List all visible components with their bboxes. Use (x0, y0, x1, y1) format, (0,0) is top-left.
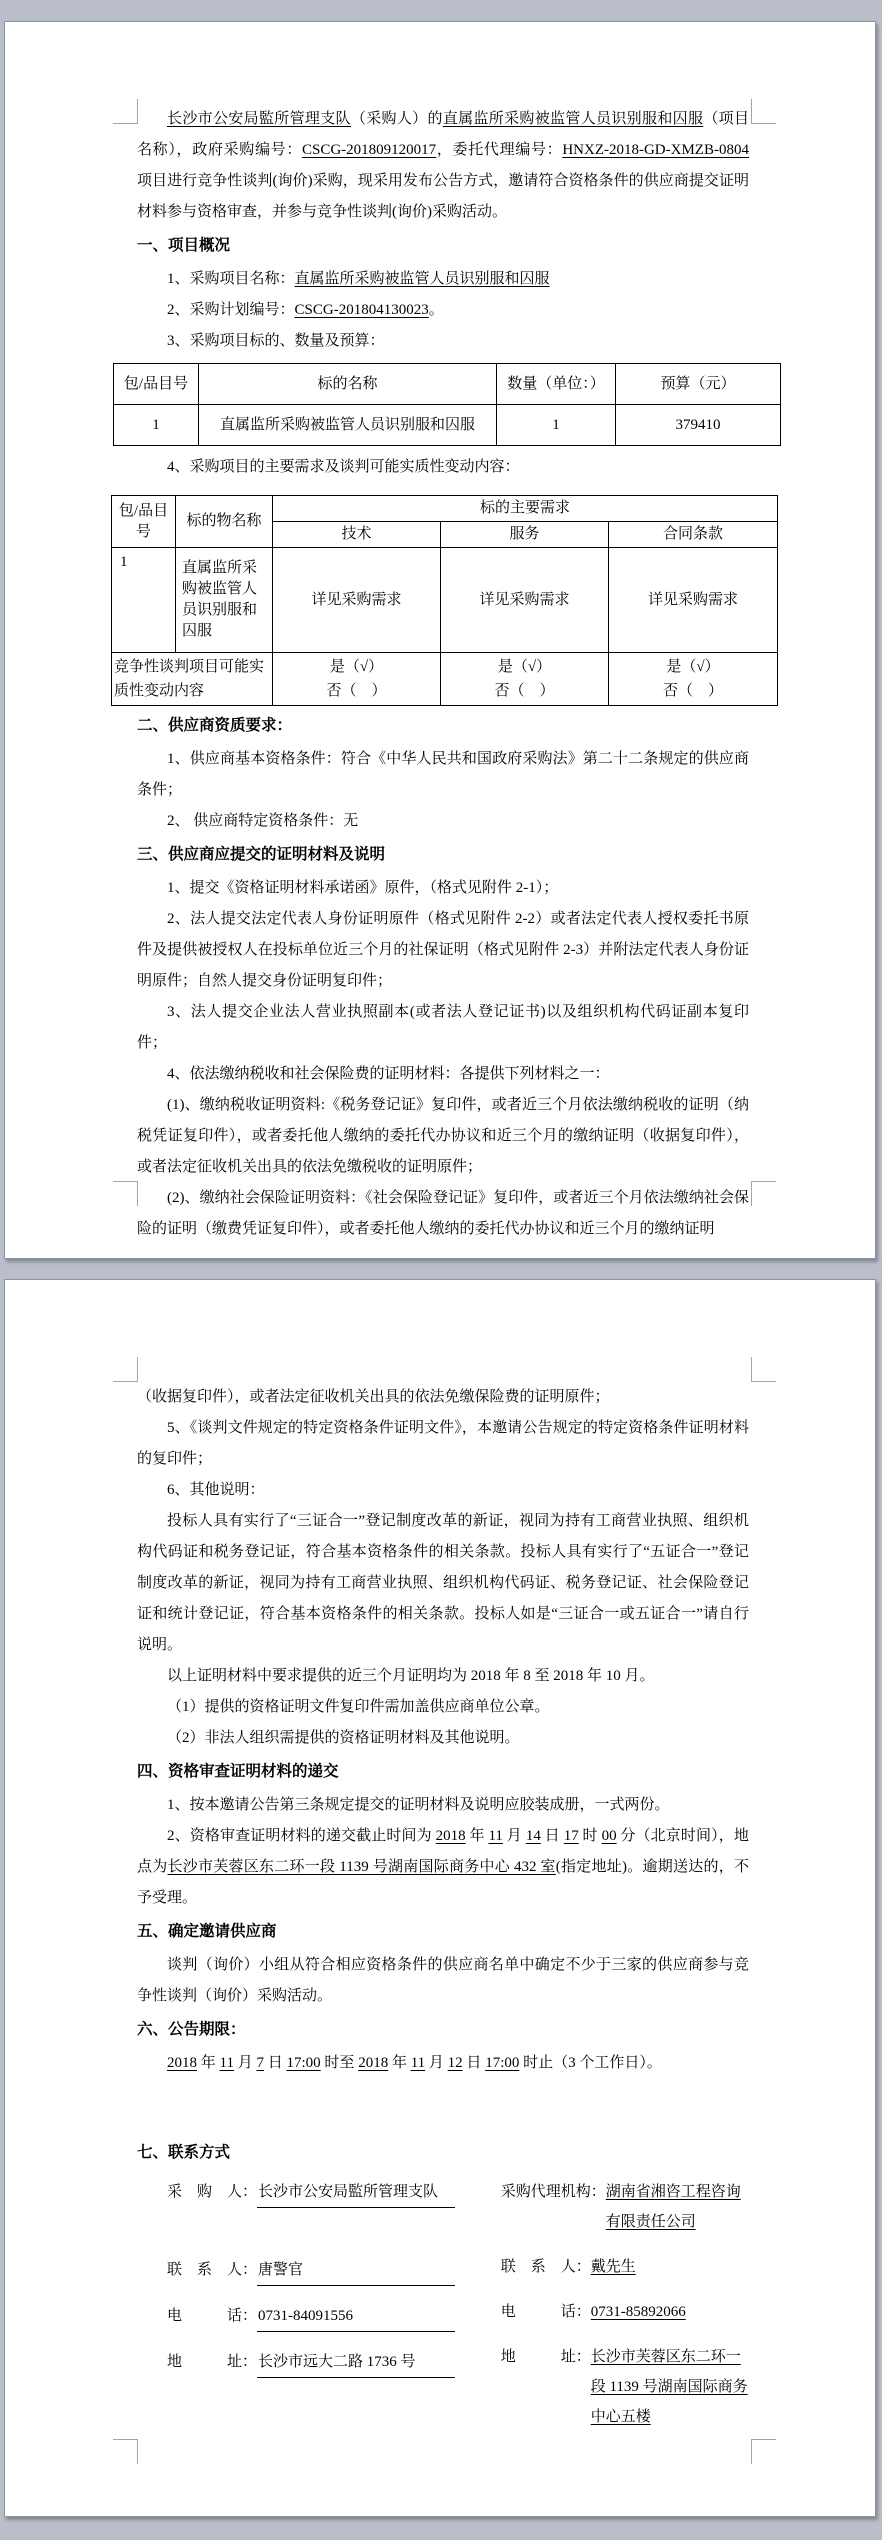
table-row (112, 653, 778, 706)
underlined-text: 长沙市公安局監所管理支队 (167, 111, 351, 127)
table-cell: 379410 (616, 405, 781, 446)
paragraph (137, 1790, 749, 1821)
underlined-text: 11 (488, 1828, 503, 1844)
underlined-text: HNXZ-2018-GD-XMZB-0804 (562, 142, 749, 158)
text-run: 2、法人提交法定代表人身份证明原件（格式见附件 2-2）或者法定代表人授权委托书原件及提供被授权人在投标单位近三个月的社保证明（格式见附件 2-3）并附法定代表人身份证明原件；自然人提交身份证明复印件； (137, 911, 749, 989)
text-run: (2)、缴纳社会保险证明资料：《社会保险登记证》复印件，或者近三个月依法缴纳社会保险的证明（缴费凭证复印件），或者委托他人缴纳的委托代办协议和近三个月的缴纳证明 (137, 1190, 749, 1237)
option-line: 否（ ） (326, 683, 387, 699)
text-run: (指定地址)。逾期送达的，不予受理。 (137, 1859, 749, 1906)
column-header: 标的物名称 (176, 496, 273, 548)
column-header: 技术 (273, 522, 441, 548)
margin-crop-mark (113, 2439, 138, 2464)
contact-value: 0731-84091556 (257, 2301, 455, 2332)
option-line: 否（ ） (663, 683, 724, 699)
text-run: （1）提供的资格证明文件复印件需加盖供应商单位公章。 (167, 1699, 550, 1715)
contact-row (501, 2297, 749, 2327)
margin-crop-mark (751, 1181, 776, 1206)
underlined-text: 直属监所采购被监管人员识别服和囚服 (442, 111, 704, 127)
contact-label: 电 话： (500, 2304, 591, 2320)
underlined-text: 直属监所采购被监管人员识别服和囚服 (294, 271, 550, 287)
contact-label: 采 购 人： (167, 2184, 258, 2200)
option-line: 是（√） (666, 659, 720, 675)
paragraph (137, 1413, 749, 1475)
text-run: （采购人）的 (350, 111, 443, 127)
document-page-2 (4, 1279, 876, 2517)
margin-crop-mark (751, 1357, 776, 1382)
table-cell: 详见采购需求 (273, 548, 441, 653)
budget-table (113, 363, 781, 446)
contact-value: 湖南省湘咨工程咨询有限责任公司 (605, 2184, 741, 2230)
underlined-text: 17:00 (286, 2055, 321, 2071)
text-run: 1、提交《资格证明材料承诺函》原件，（格式见附件 2-1）； (167, 880, 559, 896)
contact-value: 戴先生 (590, 2259, 636, 2275)
column-header: 预算（元） (616, 364, 781, 405)
paragraph (137, 873, 749, 904)
underlined-text: 2018 (435, 1828, 466, 1844)
underlined-text: 14 (525, 1828, 541, 1844)
agency-contact (501, 2177, 749, 2447)
text-run: 3、采购项目标的、数量及预算： (167, 333, 385, 349)
text-run: 投标人具有实行了“三证合一”登记制度改革的新证，视同为持有工商营业执照、组织机构代码证和税务登记证，符合基本资格条件的相关条款。投标人具有实行了“五证合一”登记制度改革的新证，视同为持有工商营业执照、组织机构代码证、税务登记证、社会保险登记证和统计登记证，符合基本资格条件的相关条款。投标人如是“三证合一或五证合一”请自行说明。 (137, 1513, 749, 1653)
paragraph (137, 326, 749, 357)
contact-row (501, 2342, 749, 2432)
underlined-text: 17 (563, 1828, 579, 1844)
page-2-content (137, 1382, 749, 2447)
text-run: 4、依法缴纳税收和社会保险费的证明材料：各提供下列材料之一： (167, 1066, 610, 1082)
table-cell: 直属监所采购被监管人员识别服和囚服 (199, 405, 497, 446)
purchaser-contact (167, 2177, 455, 2447)
text-run: 日 (263, 2055, 287, 2071)
contact-row (167, 2177, 455, 2208)
contact-block (137, 2177, 749, 2447)
section-heading: 五、确定邀请供应商 (137, 1923, 277, 1940)
contact-row (167, 2347, 455, 2378)
paragraph (137, 452, 749, 483)
contact-value: 长沙市公安局監所管理支队 (257, 2177, 455, 2208)
column-header-group: 标的主要需求 (273, 496, 778, 522)
underlined-text: CSCG-201809120017 (302, 142, 437, 158)
text-run: 日 (462, 2055, 486, 2071)
paragraph (137, 295, 749, 326)
underlined-text: 11 (219, 2055, 234, 2071)
table-cell: 详见采购需求 (609, 548, 778, 653)
paragraph (137, 1475, 749, 1506)
text-run: 2、采购计划编号： (167, 302, 295, 318)
text-run: 6、其他说明： (167, 1482, 265, 1498)
text-run: （2）非法人组织需提供的资格证明材料及其他说明。 (167, 1730, 520, 1746)
text-run: 项目进行竞争性谈判(询价)采购，现采用发布公告方式，邀请符合资格条件的供应商提交证明材料参与资格审查，并参与竞争性谈判(询价)采购活动。 (137, 173, 749, 220)
requirements-table (111, 495, 778, 706)
section-heading: 六、公告期限： (137, 2021, 246, 2038)
column-header: 数量（单位：） (497, 364, 616, 405)
text-run: 谈判（询价）小组从符合相应资格条件的供应商名单中确定不少于三家的供应商参与竞争性谈判（询价）采购活动。 (137, 1957, 749, 2004)
text-run: 年 (197, 2055, 220, 2071)
table-row (114, 405, 781, 446)
page-1-content (114, 104, 749, 1245)
paragraph (137, 1183, 749, 1245)
contact-label: 采购代理机构： (500, 2184, 606, 2200)
contact-label: 联 系 人： (500, 2259, 591, 2275)
column-header: 包/品目号 (112, 496, 176, 548)
column-header: 合同条款 (609, 522, 778, 548)
table-cell: 详见采购需求 (441, 548, 609, 653)
text-run: 时至 (320, 2055, 359, 2071)
underlined-text: 长沙市芙蓉区东二环一段 1139 号湖南国际商务中心 432 室 (167, 1859, 556, 1875)
margin-crop-mark (751, 99, 776, 124)
text-run: (1)、缴纳税收证明资料:《税务登记证》复印件，或者近三个月依法缴纳税收的证明（纳税凭证复印件），或者委托他人缴纳的委托代办协议和近三个月的缴纳证明（收据复印件），或者法定征收机关出具的依法免缴税收的证明原件； (137, 1097, 749, 1175)
contact-value: 唐警官 (257, 2255, 455, 2286)
contact-label: 联 系 人： (167, 2262, 258, 2278)
contact-value: 0731-85892066 (590, 2304, 686, 2320)
text-run: 月 (502, 1828, 526, 1844)
paragraph (137, 1059, 749, 1090)
text-run: 月 (233, 2055, 257, 2071)
text-run: 月 (425, 2055, 448, 2071)
paragraph (137, 2048, 749, 2079)
text-run: 时止（3 个工作日）。 (519, 2055, 662, 2071)
paragraph (137, 1506, 749, 1661)
table-cell: 1 (112, 548, 176, 653)
underlined-text: CSCG-201804130023 (294, 302, 429, 318)
paragraph (137, 1382, 749, 1413)
contact-value: 长沙市远大二路 1736 号 (257, 2347, 455, 2378)
table-cell: 直属监所采购被监管人员识别服和囚服 (176, 548, 273, 653)
text-run: 3、法人提交企业法人营业执照副本(或者法人登记证书)以及组织机构代码证副本复印件； (137, 1004, 749, 1051)
paragraph (137, 1821, 749, 1914)
paragraph (137, 744, 749, 806)
paragraph (137, 997, 749, 1059)
contact-row (167, 2301, 455, 2332)
margin-crop-mark (113, 1357, 138, 1382)
option-line: 是（√） (497, 659, 552, 675)
paragraph (137, 1723, 749, 1754)
table-cell: 竞争性谈判项目可能实质性变动内容 (112, 653, 273, 706)
table-header-row (114, 364, 781, 405)
contact-value: 长沙市芙蓉区东二环一段 1139 号湖南国际商务中心五楼 (590, 2349, 748, 2425)
text-run: 时 (578, 1828, 602, 1844)
margin-crop-mark (113, 1181, 138, 1206)
table-header-row (112, 496, 778, 522)
contact-label: 地 址： (500, 2349, 591, 2365)
contact-label: 电 话： (167, 2308, 258, 2324)
text-run: 年 (465, 1828, 489, 1844)
text-run: 2、资格审查证明材料的递交截止时间为 (167, 1828, 436, 1844)
text-run: 日 (540, 1828, 564, 1844)
option-line: 否（ ） (494, 683, 555, 699)
table-cell: 1 (114, 405, 199, 446)
paragraph (137, 1661, 749, 1692)
underlined-text: 7 (256, 2055, 264, 2071)
section-heading: 三、供应商应提交的证明材料及说明 (137, 846, 386, 863)
underlined-text: 12 (447, 2055, 463, 2071)
text-run: 2、 供应商特定资格条件：无 (167, 813, 359, 829)
section-heading: 二、供应商资质要求： (137, 717, 293, 734)
paragraph (137, 1692, 749, 1723)
contact-row (501, 2252, 749, 2282)
section-heading: 一、项目概况 (137, 237, 231, 254)
contact-row (167, 2255, 455, 2286)
table-cell (273, 653, 441, 706)
underlined-text: 2018 (358, 2055, 389, 2071)
text-run: 年 (388, 2055, 411, 2071)
text-run: （项目名称），政府采购编号： (137, 111, 749, 158)
contact-row (501, 2177, 749, 2237)
text-run: 以上证明材料中要求提供的近三个月证明均为 2018 年 8 至 2018 年 10 月。 (167, 1668, 655, 1684)
text-run: 5、《谈判文件规定的特定资格条件证明文件》，本邀请公告规定的特定资格条件证明材料的复印件； (137, 1420, 749, 1467)
text-run: 1、按本邀请公告第三条规定提交的证明材料及说明应胶装成册，一式两份。 (167, 1797, 670, 1813)
column-header: 标的名称 (199, 364, 497, 405)
document-page-1 (4, 21, 876, 1259)
contact-label: 地 址： (167, 2354, 258, 2370)
underlined-text: 00 (601, 1828, 617, 1844)
underlined-text: 11 (410, 2055, 426, 2071)
paragraph (137, 104, 749, 228)
margin-crop-mark (751, 2439, 776, 2464)
margin-crop-mark (113, 99, 138, 124)
text-run: 。 (428, 302, 444, 318)
text-run: ，委托代理编号： (436, 142, 563, 158)
text-run: 1、采购项目名称： (167, 271, 295, 287)
paragraph (137, 806, 749, 837)
table-cell: 1 (497, 405, 616, 446)
paragraph (137, 1950, 749, 2012)
paragraph (137, 1090, 749, 1183)
column-header: 服务 (441, 522, 609, 548)
text-run: 1、供应商基本资格条件：符合《中华人民共和国政府采购法》第二十二条规定的供应商条件； (137, 751, 749, 798)
underlined-text: 2018 (167, 2055, 197, 2071)
paragraph (137, 264, 749, 295)
section-heading: 四、资格审查证明材料的递交 (137, 1763, 339, 1780)
underlined-text: 17:00 (485, 2055, 520, 2071)
text-run: 4、采购项目的主要需求及谈判可能实质性变动内容： (167, 459, 520, 475)
table-cell (609, 653, 778, 706)
table-cell (441, 653, 609, 706)
section-heading: 七、联系方式 (137, 2144, 231, 2161)
option-line: 是（√） (329, 659, 384, 675)
text-run: 分（北京时间），地点为 (137, 1828, 749, 1875)
table-row (112, 548, 778, 653)
text-run: （收据复印件），或者法定征收机关出具的依法免缴保险费的证明原件； (137, 1389, 610, 1405)
column-header: 包/品目号 (114, 364, 199, 405)
paragraph (137, 904, 749, 997)
